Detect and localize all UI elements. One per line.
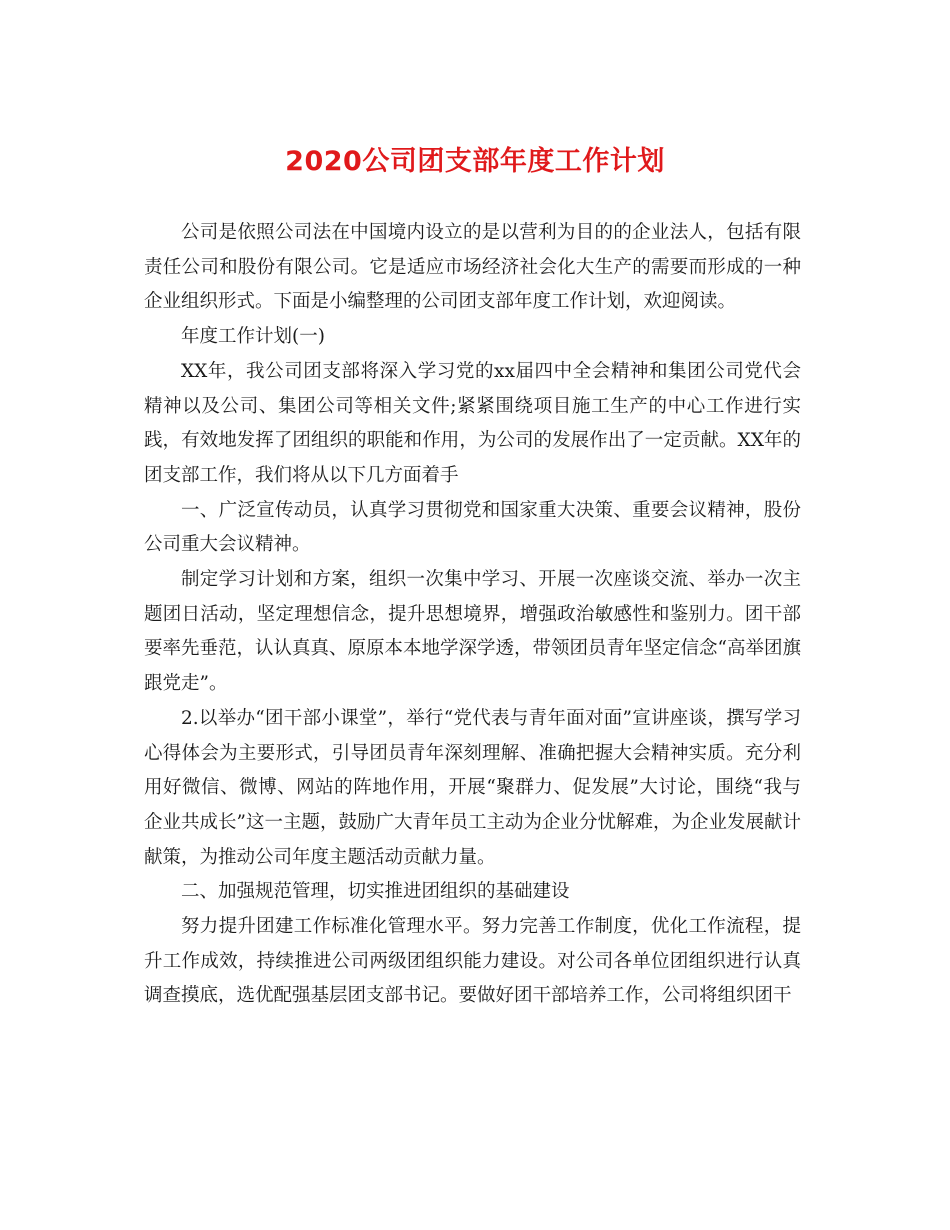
- paragraph-plan-heading: 年度工作计划(一): [181, 326, 325, 348]
- paragraph-item-two: 2.以举办“团干部小课堂”，举行“党代表与青年面对面”宣讲座谈，撰写学习心得体会为主要形式，引导团员青年深刻理解、准确把握大会精神实质。充分利用好微信、微博、网站的阵地作用，开展“聚群力、促发展”大讨论，围绕“我与企业共成长”这一主题，鼓励广大青年员工主动为企业分忧解难，为企业发展献计献策，为推动公司年度主题活动贡献力量。: [144, 707, 801, 868]
- paragraph-standardization: 努力提升团建工作标准化管理水平。努力完善工作制度，优化工作流程，提升工作成效，持续推进公司两级团组织能力建设。对公司各单位团组织进行认真调查摸底，选优配强基层团支部书记。要做好团干部培养工作，公司将组织团干: [144, 916, 801, 1007]
- paragraph-study-plan: 制定学习计划和方案，组织一次集中学习、开展一次座谈交流、举办一次主题团日活动，坚定理想信念，提升思想境界，增强政治敏感性和鉴别力。团干部要率先垂范，认认真真、原原本本地学深学透，带领团员青年坚定信念“高举团旗跟党走”。: [144, 569, 801, 695]
- section-heading-one: 一、广泛宣传动员，认真学习贯彻党和国家重大决策、重要会议精神，股份公司重大会议精神。: [144, 499, 801, 556]
- document-title: 2020公司团支部年度工作计划: [285, 146, 665, 177]
- section-heading-two: 二、加强规范管理，切实推进团组织的基础建设: [181, 881, 570, 903]
- document-body: [144, 216, 801, 1014]
- paragraph-overview: XX年，我公司团支部将深入学习党的xx届四中全会精神和集团公司党代会精神以及公司、集团公司等相关文件;紧紧围绕项目施工生产的中心工作进行实践，有效地发挥了团组织的职能和作用，为公司的发展作出了一定贡献。XX年的团支部工作，我们将从以下几方面着手: [144, 360, 801, 486]
- paragraph-intro: 公司是依照公司法在中国境内设立的是以营利为目的的企业法人，包括有限责任公司和股份有限公司。它是适应市场经济社会化大生产的需要而形成的一种企业组织形式。下面是小编整理的公司团支部年度工作计划，欢迎阅读。: [144, 222, 801, 313]
